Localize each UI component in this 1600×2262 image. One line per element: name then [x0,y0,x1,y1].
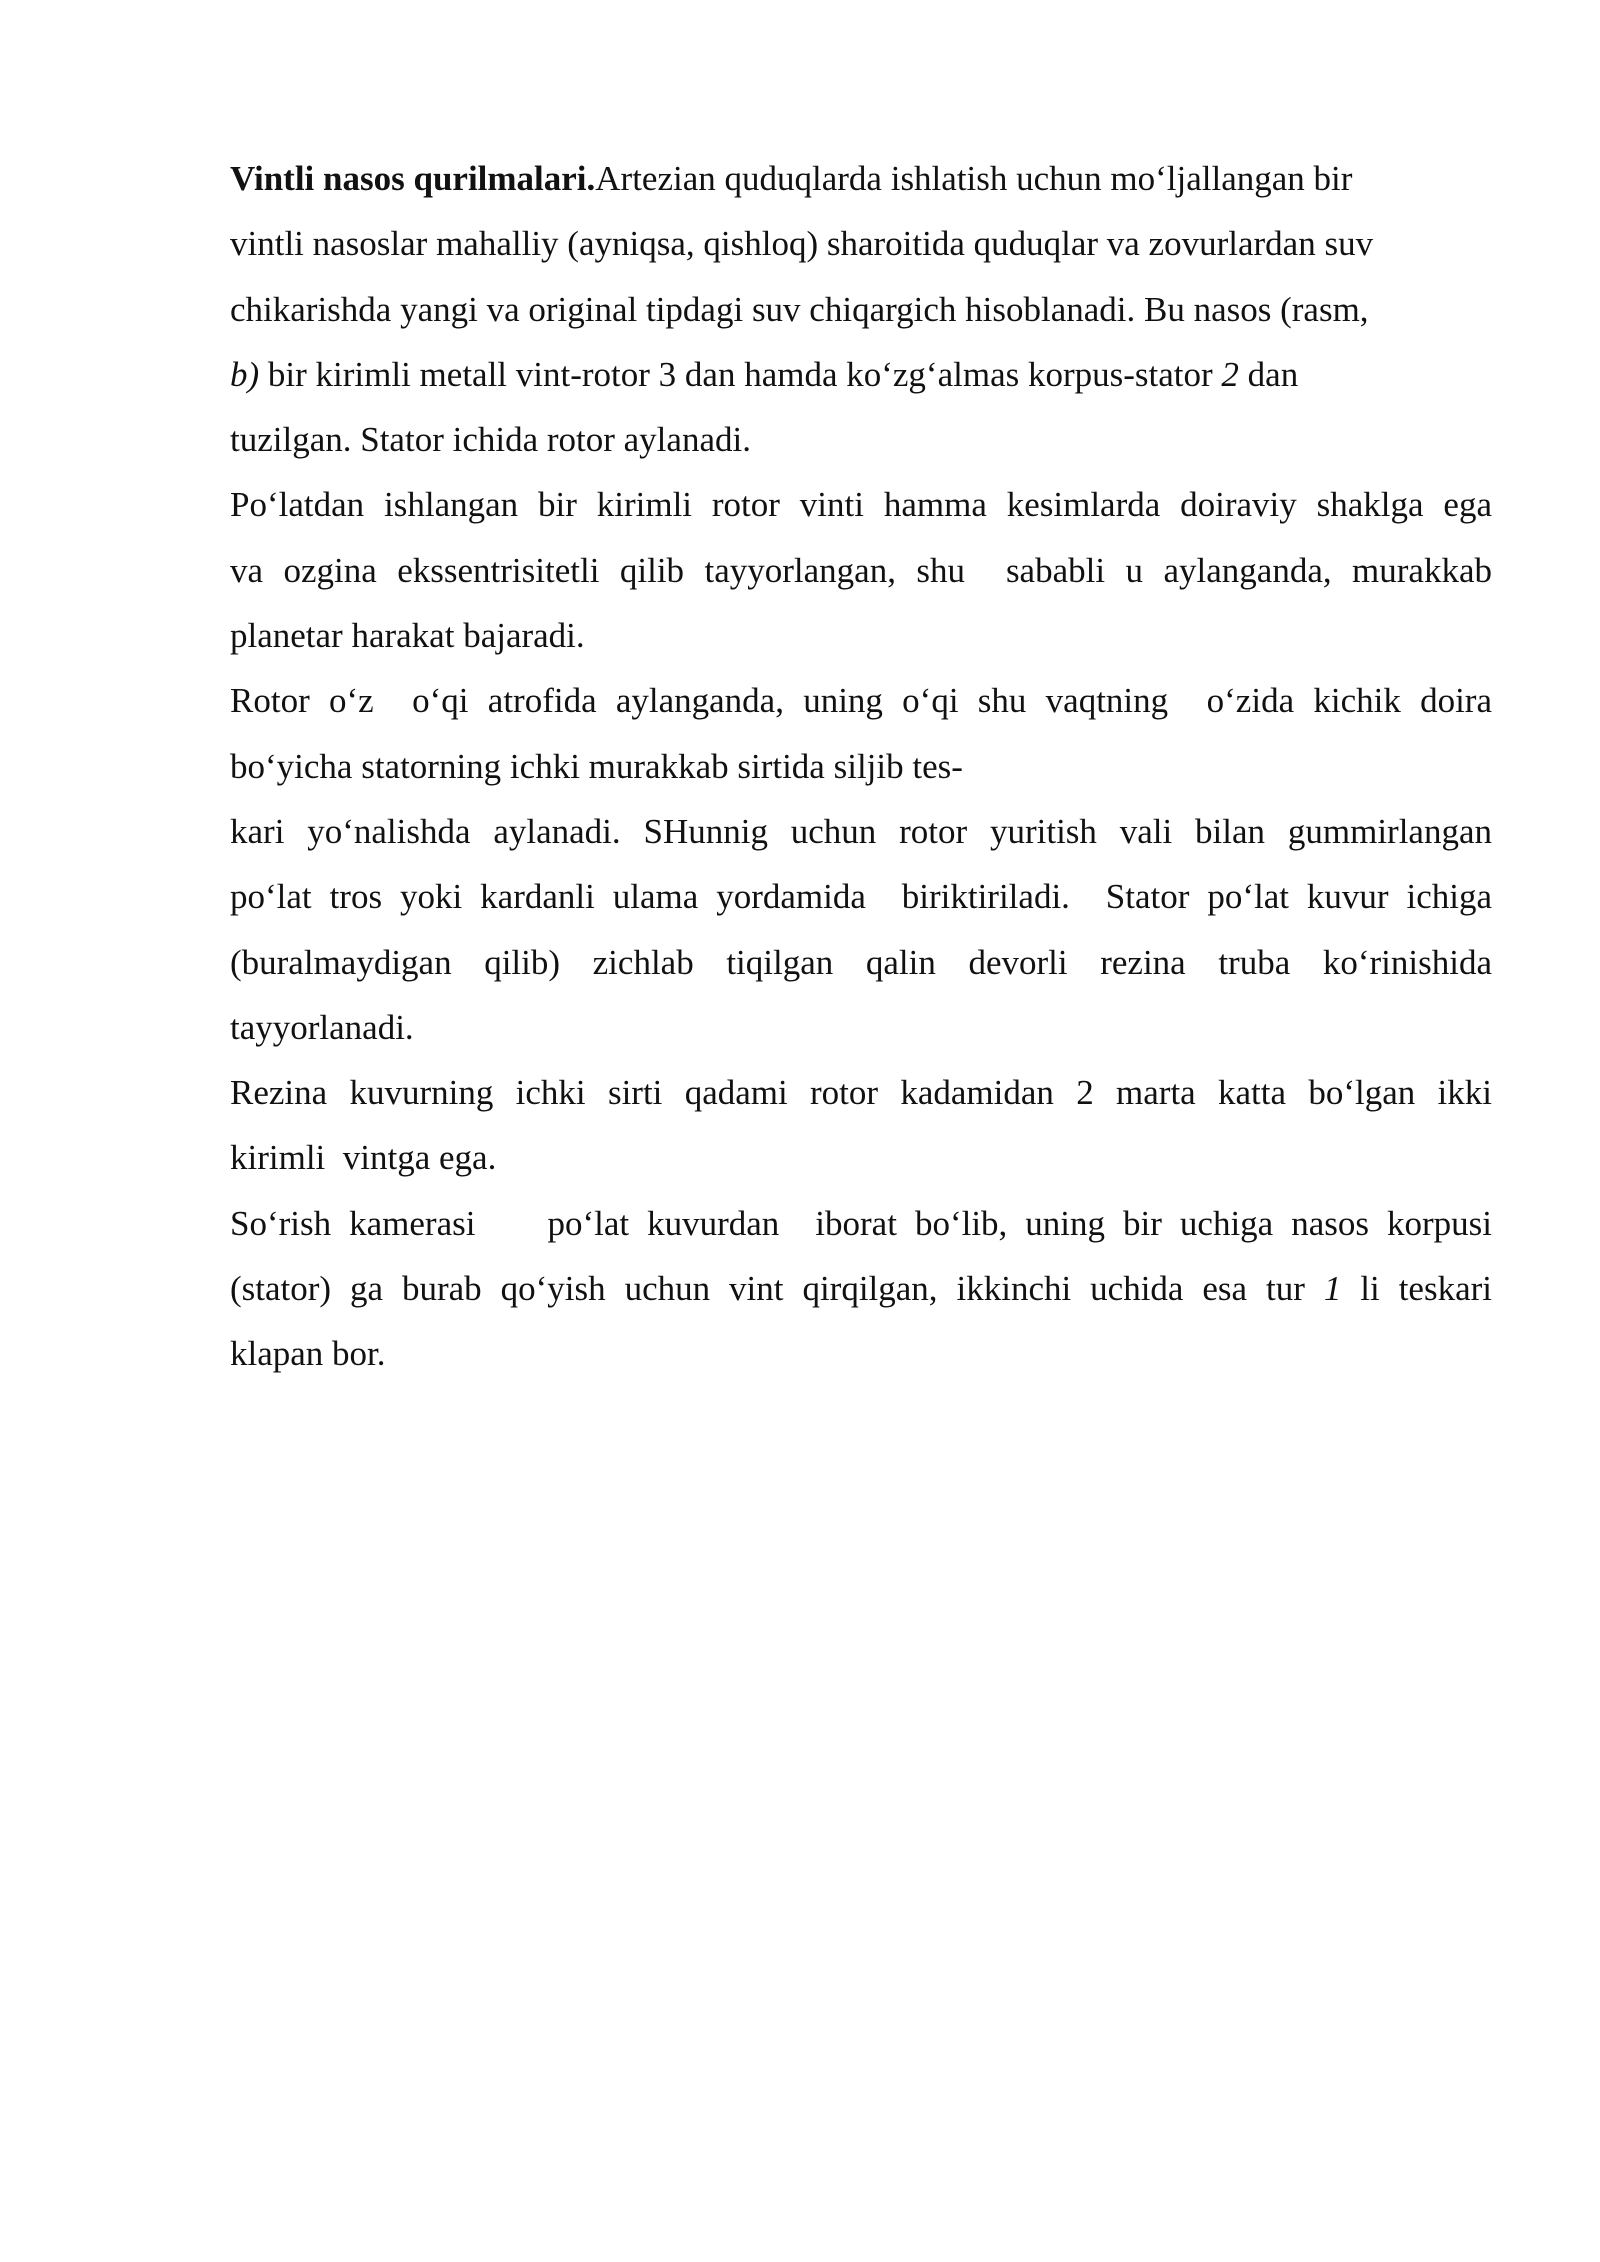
text-segment: vintli nasoslar mahalliy (ayniqsa, qishloq) sharoitida quduqlar va zovurlardan suv [230,224,1374,264]
text-line [230,799,1492,864]
text-segment: (buralmaydigan qilib) zichlab tiqilgan qalin devorli rezina truba ko‘rinishida [230,942,1492,982]
text-line [230,1191,1492,1256]
text-line [230,277,1492,342]
text-line [230,603,1492,668]
text-segment: Artezian quduqlarda ishlatish uchun mo‘ljallangan bir [595,159,1353,198]
text-segment: 1 [1323,1269,1342,1309]
text-line [230,146,1492,211]
text-segment: kirimli vintga ega. [230,1138,497,1178]
text-line [230,1256,1492,1321]
text-segment: bo‘yicha statorning ichki murakkab sirtida siljib tes- [230,746,963,786]
text-segment: b) [230,354,260,394]
text-segment: bir kirimli metall vint-rotor 3 dan hamda ko‘zg‘almas korpus-stator [259,354,1222,394]
text-line [230,342,1492,407]
text-segment: kari yo‘nalishda aylanadi. SHunnig uchun rotor yuritish vali bilan gummirlangan [230,811,1492,851]
text-segment: Po‘latdan ishlangan bir kirimli rotor vinti hamma kesimlarda doiraviy shaklga ega [230,485,1492,525]
text-segment: planetar harakat bajaradi. [230,616,585,656]
text-line [230,407,1492,472]
text-line [230,734,1492,799]
text-line [230,211,1492,276]
text-line [230,538,1492,603]
text-segment: 2 [1221,354,1239,394]
text-segment: Rezina kuvurning ichki sirti qadami rotor kadamidan 2 marta katta bo‘lgan ikki [230,1073,1492,1113]
text-line [230,472,1492,537]
text-segment: Rotor o‘z o‘qi atrofida aylanganda, uning o‘qi shu vaqtning o‘zida kichik doira [230,681,1492,721]
body-text [230,146,1492,1387]
text-segment: tayyorlanadi. [230,1007,414,1047]
text-segment: klapan bor. [230,1334,386,1374]
text-line [230,1321,1492,1386]
text-segment: li teskari [1341,1269,1492,1309]
text-line [230,668,1492,733]
text-segment: va ozgina ekssentrisitetli qilib tayyorlangan, shu sababli u aylanganda, murakkab [230,550,1492,590]
text-line [230,1060,1492,1125]
text-segment: dan [1238,354,1299,394]
text-segment: (stator) ga burab qo‘yish uchun vint qirqilgan, ikkinchi uchida esa tur [230,1269,1324,1309]
section-heading: Vintli nasos qurilmalari. [230,159,596,198]
text-line [230,995,1492,1060]
text-line [230,864,1492,929]
text-segment: chikarishda yangi va original tipdagi suv chiqargich hisoblanadi. Bu nasos (rasm, [230,289,1369,329]
text-segment: tuzilgan. Stator ichida rotor aylanadi. [230,420,751,460]
text-line [230,1125,1492,1190]
text-segment: po‘lat tros yoki kardanli ulama yordamida biriktiriladi. Stator po‘lat kuvur ichiga [230,877,1492,917]
text-segment: So‘rish kamerasi po‘lat kuvurdan iborat bo‘lib, uning bir uchiga nasos korpusi [230,1203,1492,1243]
text-line [230,930,1492,995]
